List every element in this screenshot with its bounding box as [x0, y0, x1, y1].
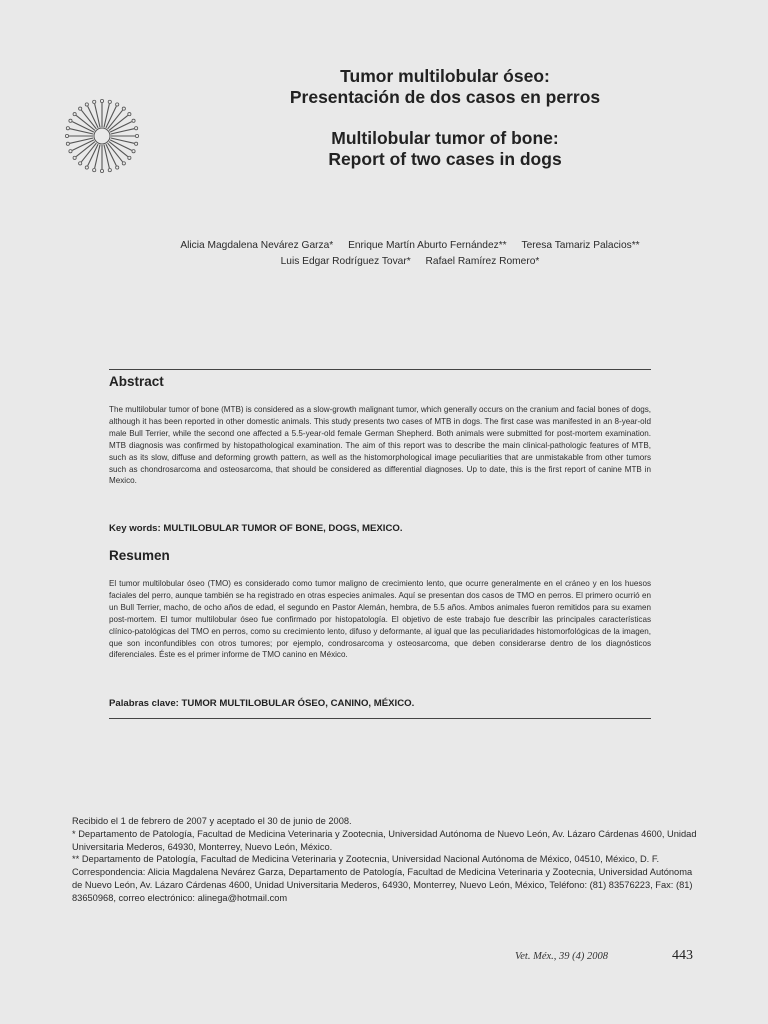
author: Rafael Ramírez Romero*	[425, 256, 540, 267]
resumen-keywords	[109, 698, 414, 709]
author: Alicia Magdalena Nevárez Garza*	[180, 240, 334, 251]
title-english	[150, 128, 740, 170]
title-es-line1: Tumor multilobular óseo:	[340, 66, 550, 86]
correspondence: Correspondencia: Alicia Magdalena Nevárez Garza, Departamento de Patología, Facultad de Medicina Veterinaria y Zootecnia, Universidad Autónoma de Nuevo León, Av. Lázaro Cárdenas 4600, Unidad Universitaria Mederos, 64930, Monterrey, Nuevo León, México, Teléfono: (81) 83576223, Fax: (81) 83650968, correo electrónico: alinega@hotmail.com	[72, 867, 693, 903]
top-divider	[109, 369, 651, 370]
abstract-heading: Abstract	[109, 374, 164, 389]
author: Luis Edgar Rodríguez Tovar*	[280, 256, 411, 267]
received-note: Recibido el 1 de febrero de 2007 y aceptado el 30 de junio de 2008.	[72, 816, 352, 826]
author-row-2	[60, 254, 760, 270]
palabras-clave-value: TUMOR MULTILOBULAR ÓSEO, CANINO, MÉXICO.	[181, 698, 415, 709]
author-row-1	[60, 238, 760, 254]
journal-logo-icon	[62, 96, 142, 176]
author: Teresa Tamariz Palacios**	[521, 240, 640, 251]
palabras-clave-label: Palabras clave:	[109, 698, 179, 709]
bottom-divider	[109, 718, 651, 719]
title-en-line1: Multilobular tumor of bone:	[331, 128, 559, 148]
journal-citation: Vet. Méx., 39 (4) 2008	[515, 951, 609, 962]
keywords-label: Key words:	[109, 523, 161, 534]
resumen-text: El tumor multilobular óseo (TMO) es considerado como tumor maligno de crecimiento lento, que ocurre generalmente en el cráneo y en los huesos faciales del perro, aunque también se ha registrado en otras especies animales. Aquí se presentan dos casos de TMO en perros. El primero ocurrió en un Bull Terrier, macho, de ocho años de edad, el segundo en Pastor Alemán, hembra, de 5.5 años. Ambos animales fueron remitidos para su examen post-mortem. El tumor multilobular óseo fue confirmado por histopatología. El objetivo de este trabajo fue describir las principales características clínico-patológicas del TMO en perros, como su crecimiento lento, difuso y deformante, al igual que las peculiaridades histomorfológicas de la imagen, que son inconfundibles con otros tumores; por ejemplo, condrosarcoma y osteosarcoma, que deben considerarse dentro de los diagnósticos diferenciales. Éste es el primer informe de TMO canino en México.	[109, 579, 651, 660]
affiliation-1: * Departamento de Patología, Facultad de Medicina Veterinaria y Zootecnia, Universidad Autónoma de Nuevo León, Av. Lázaro Cárdenas 4600, Unidad Universitaria Mederos, 64930, Monterrey, Nuevo León, México.	[72, 828, 697, 852]
resumen-body	[109, 578, 651, 661]
keywords-value: MULTILOBULAR TUMOR OF BONE, DOGS, MEXICO.	[163, 523, 403, 534]
footnotes	[72, 815, 698, 905]
author-list	[60, 238, 760, 270]
resumen-heading: Resumen	[109, 548, 170, 563]
title-spanish	[150, 66, 740, 108]
abstract-body	[109, 404, 651, 487]
abstract-keywords	[109, 523, 403, 534]
affiliation-2: ** Departamento de Patología, Facultad de Medicina Veterinaria y Zootecnia, Universidad Nacional Autónoma de México, 04510, México, D. F.	[72, 854, 660, 865]
title-es-line2: Presentación de dos casos en perros	[289, 87, 601, 107]
title-en-line2: Report of two cases in dogs	[328, 149, 562, 169]
abstract-text: The multilobular tumor of bone (MTB) is considered as a slow-growth malignant tumor, which generally occurs on the cranium and facial bones of dogs, although it has been reported in other domestic animals. This study presents two cases of MTB in dogs. The first case was manifested in an 8-year-old male Bull Terrier, while the second one affected a 5.5-year-old female German Shepherd. Both animals were submitted for post-mortem examination. MTB diagnosis was confirmed by histopathological examination. The aim of this report was to describe the main clinical-pathologic features of MTB, such as its slow, diffuse and deforming growth pattern, as well as the histomorphological image peculiarities that are unmistakable from other tumors such as chondrosarcoma and osteosarcoma, that should be considered as differential diagnoses. Up to date, this is the first report of canine MTB in Mexico.	[109, 405, 651, 486]
author: Enrique Martín Aburto Fernández**	[348, 240, 507, 251]
page-number: 443	[672, 948, 693, 963]
